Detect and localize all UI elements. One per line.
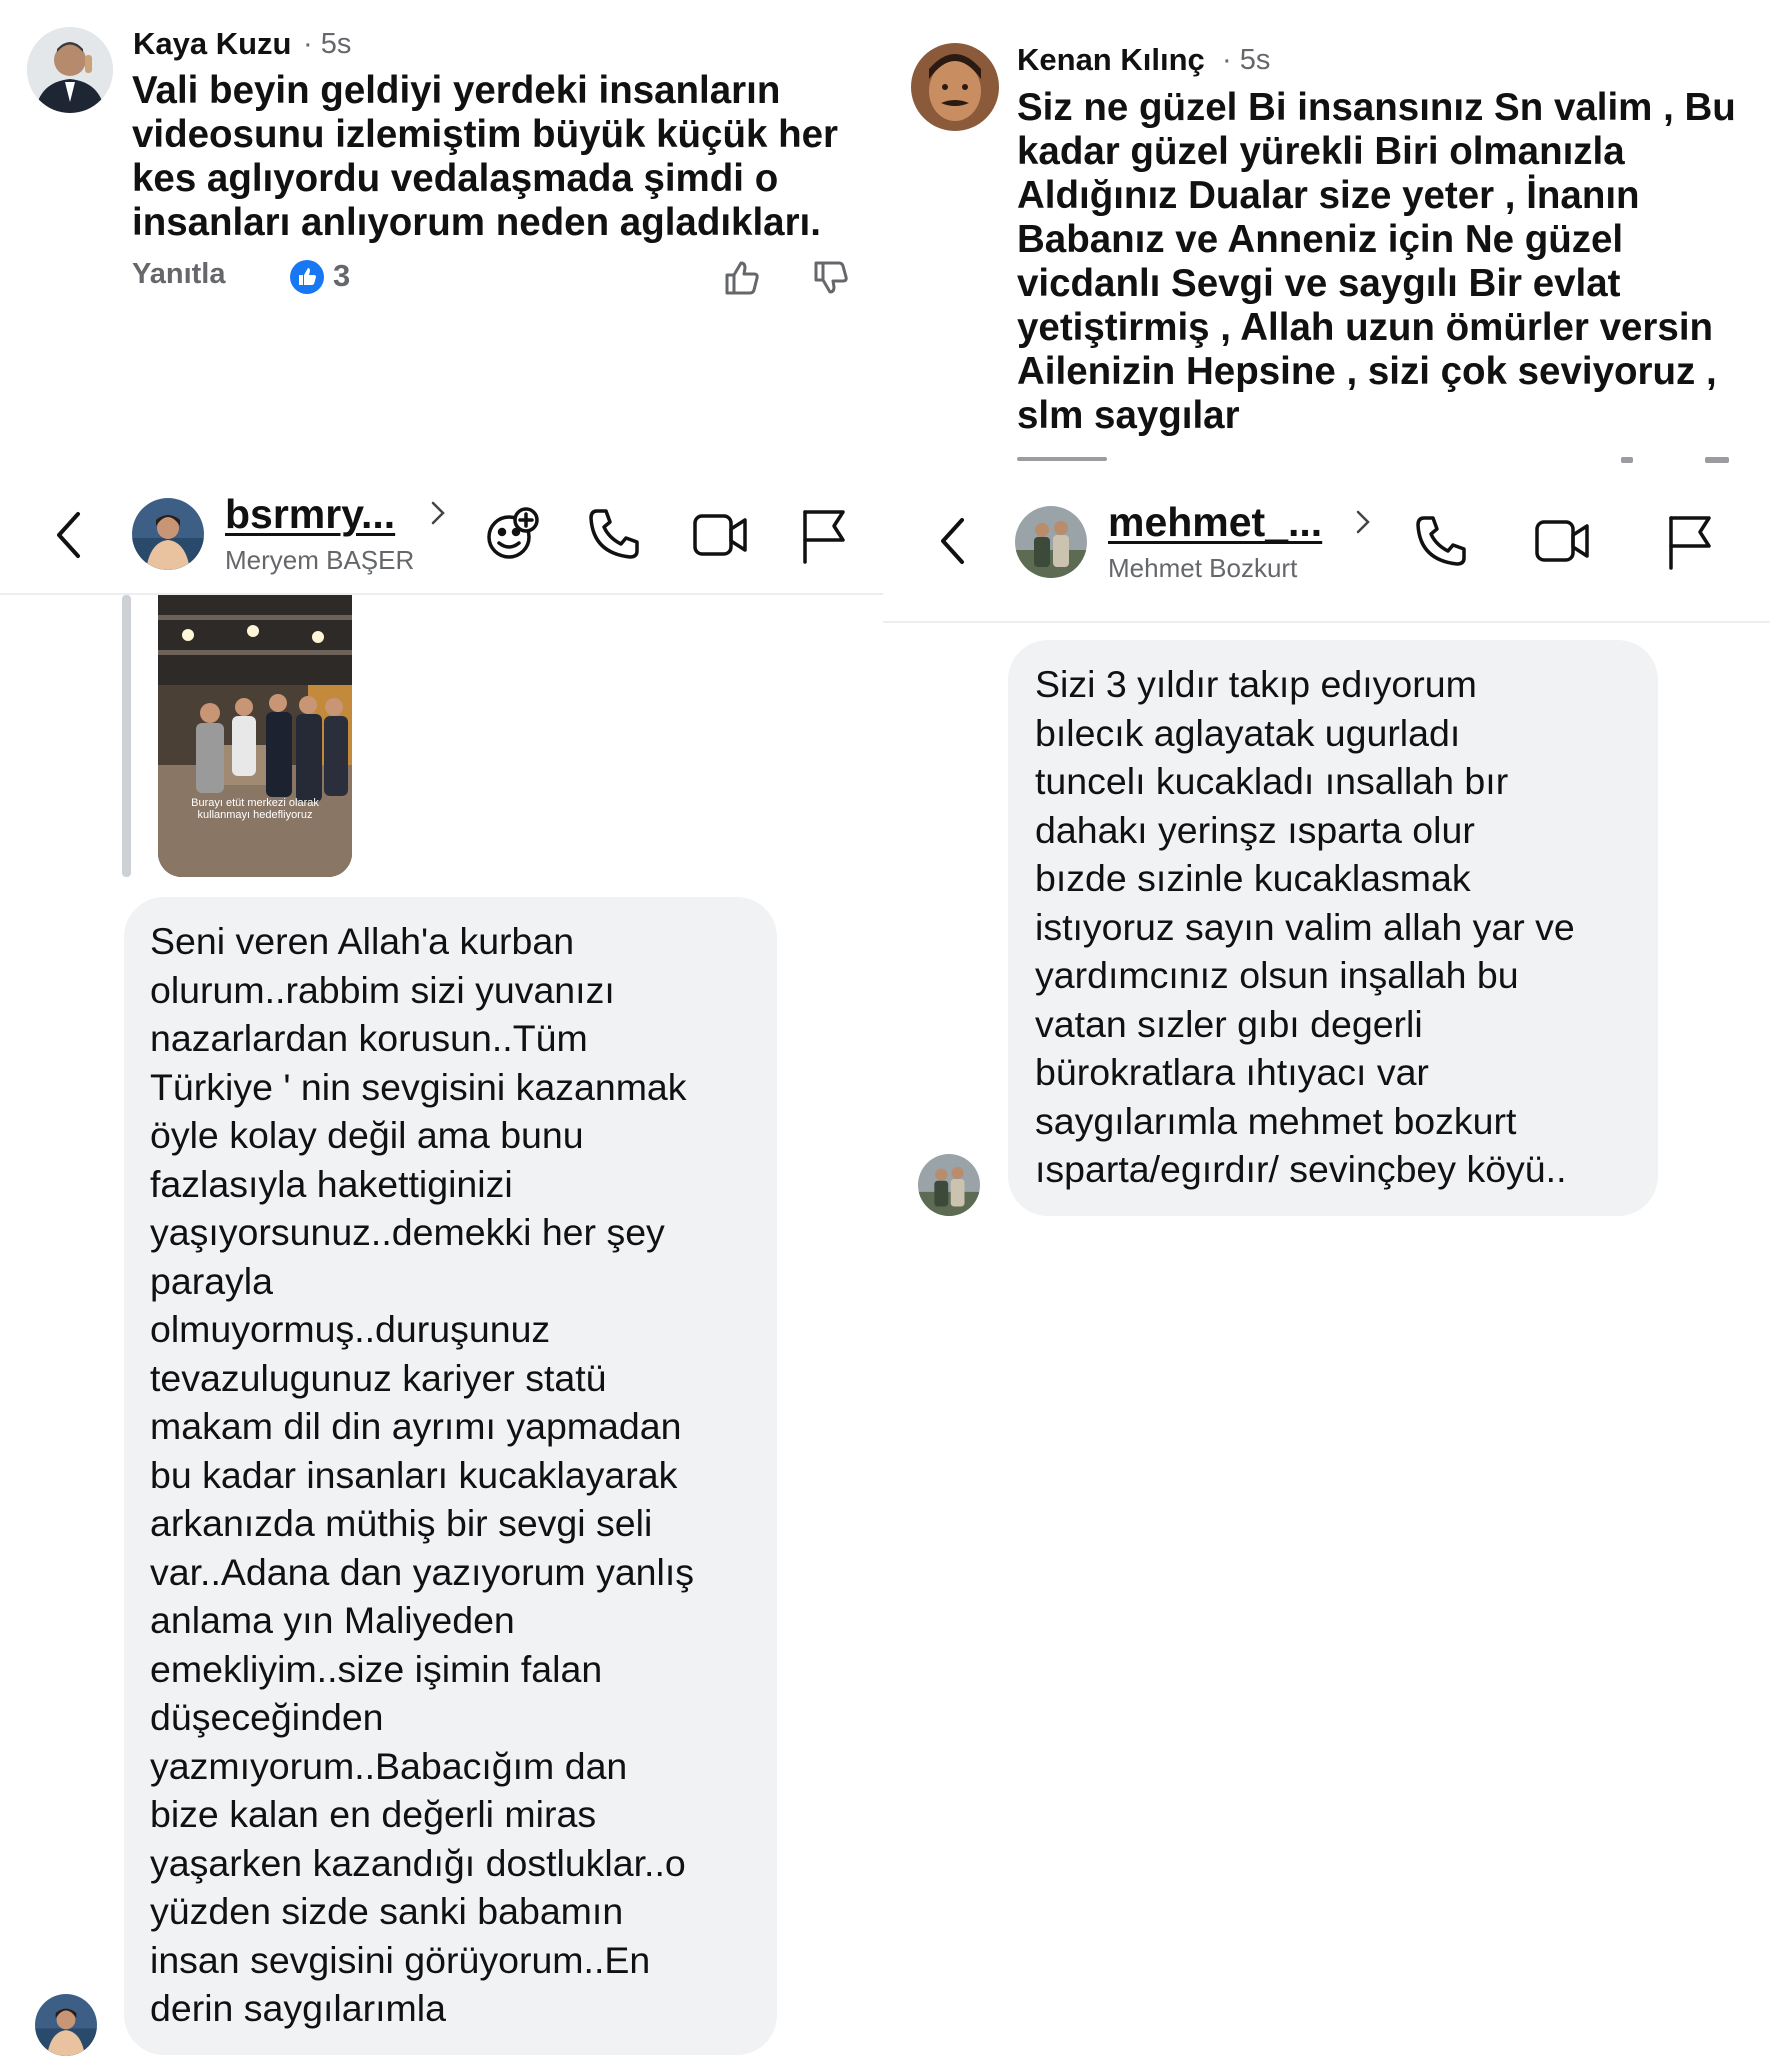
comment-text: Siz ne güzel Bi insansınız Sn valim , Bu kadar güzel yürekli Biri olmanızla Aldığınız Dualar size yeter , İnanın Babanız ve Anneniz için Ne güzel vicdanlı Sevgi ve saygılı Bir evlat yetiştirmiş , Allah uzun ömürler versin Ailenizin Hepsine , sizi çok seviyoruz , slm saygılar: [1017, 86, 1736, 437]
chevron-right-icon[interactable]: [1355, 509, 1371, 540]
like-badge-icon: [290, 260, 324, 294]
avatar-kaya-kuzu[interactable]: [27, 27, 113, 113]
message-bubble[interactable]: [1008, 640, 1658, 1216]
add-reaction-icon[interactable]: [483, 505, 541, 568]
shared-video-thumbnail[interactable]: [158, 595, 352, 877]
chat-display-name: Meryem BAŞER: [225, 545, 415, 575]
header-divider: [883, 621, 1770, 623]
avatar-mehmet-bozkurt[interactable]: [1015, 506, 1087, 578]
like-count: 3: [333, 258, 351, 293]
comment-time: · 5s: [1222, 44, 1271, 76]
chat-display-name: Mehmet Bozkurt: [1108, 553, 1298, 583]
comment-time: · 5s: [303, 28, 352, 60]
chevron-right-icon[interactable]: [430, 500, 446, 531]
clipped-action-row: [1017, 455, 1737, 463]
message-text: Sizi 3 yıldır takıp edıyorum bılecık aglayatak ugurladı tuncelı kucakladı ınsallah bır dahakı yerinşz ısparta olur bızde sızinle kucaklasmak istıyoruz sayın valim allah yar ve yardımcınız olsun inşallah bu vatan sızler gıbı degerli bürokratlara ıhtıyacı var saygılarımla mehmet bozkurt ısparta/egırdır/ sevinçbey köyü..: [1035, 663, 1575, 1190]
comment-author[interactable]: Kaya Kuzu: [133, 26, 292, 61]
phone-icon[interactable]: [585, 505, 643, 568]
comment-author[interactable]: Kenan Kılınç: [1017, 42, 1205, 77]
phone-icon[interactable]: [1412, 512, 1470, 575]
back-icon[interactable]: [54, 510, 84, 565]
video-camera-icon[interactable]: [692, 510, 750, 565]
sender-avatar[interactable]: [918, 1154, 980, 1216]
header-divider: [0, 593, 883, 595]
reply-quote-bar: [122, 595, 131, 877]
flag-icon[interactable]: [1666, 514, 1714, 575]
video-caption: Burayı etüt merkezi olarak kullanmayı hedefliyoruz: [191, 797, 319, 821]
flag-icon[interactable]: [800, 508, 848, 569]
message-text: Seni veren Allah'a kurban olurum..rabbim sizi yuvanızı nazarlardan korusun..Tüm Türkiye ' nin sevgisini kazanmak öyle kolay değil ama bunu fazlasıyla hakettiginizi yaşıyorsunuz..demekki her şey parayla olmuyormuş..duruşunuz tevazulugunuz kariyer statü makam dil din ayrımı yapmadan bu kadar insanları kucaklayarak arkanızda müthiş bir sevgi seli var..Adana dan yazıyorum yanlış anlama yın Maliyeden emekliyim..size işimin falan düşeceğinden yazmıyorum..Babacığım dan bize kalan en değerli miras yaşarken kazandığı dostluklar..o yüzden sizde sanki babamın insan sevgisini görüyorum..En derin saygılarımla: [150, 920, 695, 2029]
sender-avatar[interactable]: [35, 1994, 97, 2056]
avatar-kenan-kilinc[interactable]: [911, 43, 999, 131]
video-camera-icon[interactable]: [1534, 516, 1592, 571]
chat-username[interactable]: mehmet_...: [1108, 499, 1323, 545]
avatar-meryem-baser[interactable]: [132, 498, 204, 570]
reply-button[interactable]: Yanıtla: [132, 258, 226, 290]
chat-username[interactable]: bsrmry...: [225, 491, 396, 537]
thumbs-up-icon[interactable]: [722, 258, 762, 303]
thumbs-down-icon[interactable]: [811, 258, 851, 303]
back-icon[interactable]: [938, 516, 968, 571]
comment-text: Vali beyin geldiyi yerdeki insanların videosunu izlemiştim büyük küçük her kes aglıyordu vedalaşmada şimdi o insanları anlıyorum neden agladıkları.: [132, 69, 839, 244]
message-bubble[interactable]: [124, 897, 777, 2055]
